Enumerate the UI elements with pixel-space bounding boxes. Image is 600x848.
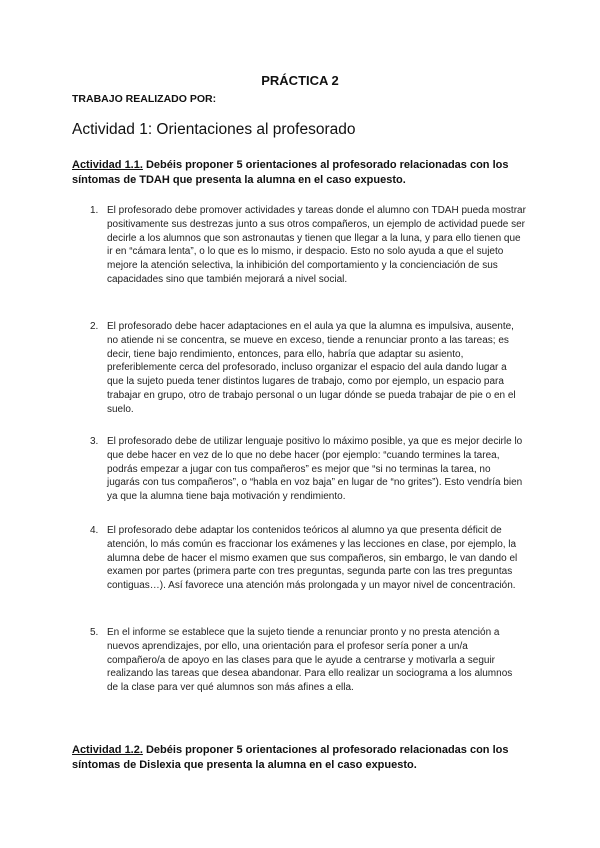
section-heading: Actividad 1: Orientaciones al profesorado xyxy=(72,121,356,138)
list-item xyxy=(92,435,526,504)
page-title: PRÁCTICA 2 xyxy=(261,73,339,88)
activity-1-1-prompt xyxy=(72,158,532,187)
activity-1-2-text: Debéis proponer 5 orientaciones al profesorado relacionadas con los síntomas de Dislexia que presenta la alumna en el caso expuesto. xyxy=(72,744,509,771)
list-item-number: 2. xyxy=(90,321,99,332)
list-item-number: 5. xyxy=(90,627,99,638)
list-item-text: El profesorado debe de utilizar lenguaje positivo lo máximo posible, ya que es mejor decirle lo que debe hacer en vez de lo que no debe hacer (por ejemplo: “cuando termines la tarea, podrás empezar a jugar con tus compañeros” es mejor que “si no terminas la tarea, no jugarás con tus compañeros”, o “habla en voz baja” en lugar de “no grites”). Esto vendría bien ya que la alumna tiene baja motivación y rendimiento. xyxy=(107,436,523,503)
activity-1-2-label: Actividad 1.2. xyxy=(72,744,143,756)
activity-1-1-text: Debéis proponer 5 orientaciones al profesorado relacionadas con los síntomas de TDAH que presenta la alumna en el caso expuesto. xyxy=(72,159,509,186)
list-item-text: El profesorado debe adaptar los contenidos teóricos al alumno ya que presenta déficit de atención, lo más común es fraccionar los exámenes y las lecciones en clase, por ejemplo, la alumna debe de hacer el mismo examen que sus compañeros, sin embargo, le van dando el examen por partes (primera parte con tres preguntas, segunda parte con las tres preguntas contiguas…). Así favorece una atención más prolongada y un mayor nivel de concentración. xyxy=(107,525,518,592)
list-item xyxy=(92,204,526,287)
author-label: TRABAJO REALIZADO POR: xyxy=(72,93,217,105)
list-item-number: 3. xyxy=(90,436,99,447)
list-item-text: El profesorado debe hacer adaptaciones en el aula ya que la alumna es impulsiva, ausente, no atiende ni se concentra, se mueve en exceso, tiende a renunciar pronto a las tareas; es decir, tiene bajo rendimiento, entonces, para ello, habría que adaptar su asiento, preferiblemente cerca del profesorado, incluso organizar el espacio del aula dando lugar a que la sujeto pueda tener distintos lugares de trabajo, como por ejemplo, un espacio para trabajar en grupo, otro de trabajo personal o un lugar dónde se pueda trabajar de pie o en el suelo. xyxy=(107,321,516,415)
list-item-number: 1. xyxy=(90,205,99,216)
list-item-number: 4. xyxy=(90,525,99,536)
activity-1-2-prompt xyxy=(72,743,532,772)
list-item xyxy=(92,626,526,695)
list-item xyxy=(92,524,526,593)
list-item-text: En el informe se establece que la sujeto tiende a renunciar pronto y no presta atención a nuevos aprendizajes, por ello, una orientación para el profesor sería poner a un/a compañero/a de apoyo en las clases para que le ayude a centrarse y motivarla a seguir realizando las tareas que desea abandonar. Para ello realizar un sociograma a los alumnos de la clase para ver qué alumnos son más afines a ella. xyxy=(107,627,513,694)
list-item-text: El profesorado debe promover actividades y tareas donde el alumno con TDAH pueda mostrar positivamente sus destrezas junto a sus otros compañeros, un ejemplo de actividad puede ser decirle a los alumnos que son astronautas y tienen que llegar a la luna, y para ello tienen que ir en “cámara lenta”, o lo que es lo mismo, ir despacio. Esto no solo ayuda a que el sujeto mejore la atención selectiva, la inhibición del comportamiento y la concienciación de sus capacidades sino que también mejorará a nivel social. xyxy=(107,205,526,285)
list-item xyxy=(92,320,526,417)
activity-1-1-label: Actividad 1.1. xyxy=(72,159,143,171)
